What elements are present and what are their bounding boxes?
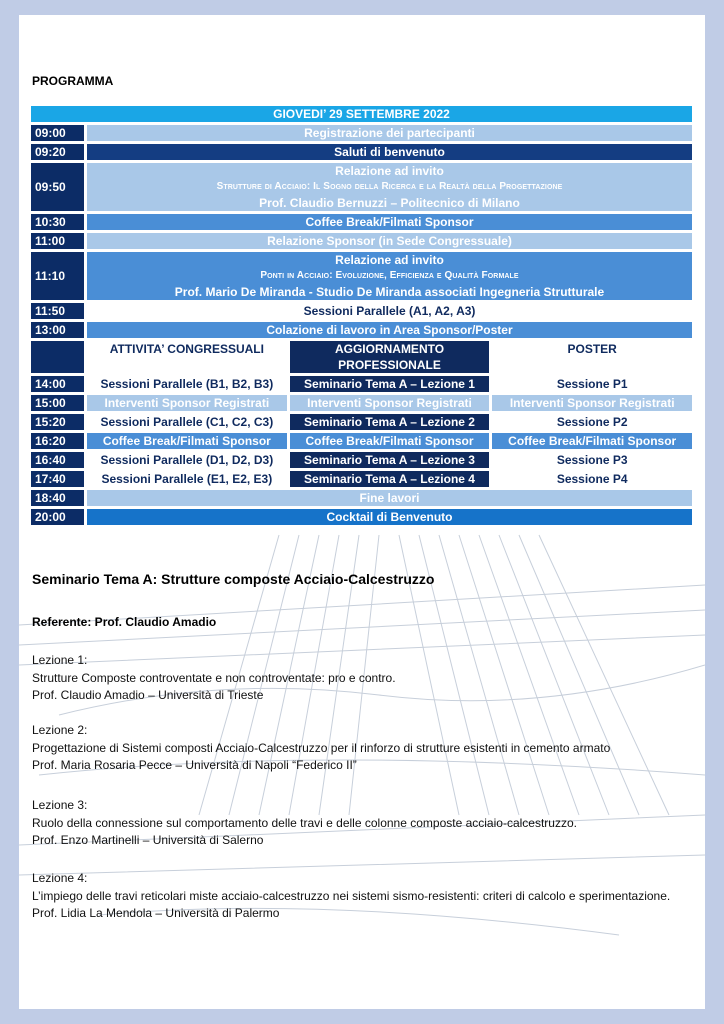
lesson-speaker: Prof. Enzo Martinelli – Università di Salerno [32,833,264,847]
time-cell: 15:20 [31,414,84,430]
parallel-row [31,376,692,392]
lesson-block [32,797,694,850]
lesson-label: Lezione 4: [32,871,88,885]
day-header: GIOVEDI’ 29 SETTEMBRE 2022 [31,106,692,122]
schedule-row [31,490,692,506]
lesson-speaker: Prof. Lidia La Mendola – Università di Palermo [32,906,280,920]
time-cell: 14:00 [31,376,84,392]
lesson-topic: Strutture Composte controventate e non controventate: pro e contro. [32,670,396,685]
lesson-topic: Progettazione di Sistemi composti Acciaio-Calcestruzzo per il rinforzo di strutture esistenti in cemento armato [32,740,611,755]
parallel-row [31,471,692,487]
congress-cell: Sessioni Parallele (B1, B2, B3) [87,376,287,392]
program-table [31,106,692,528]
time-cell: 11:10 [31,252,84,300]
event-cell: Relazione Sponsor (in Sede Congressuale) [87,233,692,249]
schedule-row [31,303,692,319]
time-cell: 13:00 [31,322,84,338]
event-cell: Fine lavori [87,490,692,506]
schedule-row [31,322,692,338]
parallel-row [31,414,692,430]
lesson-topic: L’impiego delle travi reticolari miste acciaio-calcestruzzo nei sistemi sismo-resistenti: criteri di calcolo e sperimentazione. [32,888,671,903]
time-cell: 16:20 [31,433,84,449]
seminar-cell: Seminario Tema A – Lezione 2 [290,414,490,430]
seminar-cell: Seminario Tema A – Lezione 4 [290,471,490,487]
time-cell: 17:40 [31,471,84,487]
schedule-row [31,125,692,141]
seminar-cell: Seminario Tema A – Lezione 3 [290,452,490,468]
time-cell: 11:00 [31,233,84,249]
poster-cell: Sessione P4 [492,471,692,487]
lesson-block [32,652,694,705]
seminar-cell: Interventi Sponsor Registrati [290,395,490,411]
parallel-row [31,395,692,411]
time-cell: 09:00 [31,125,84,141]
seminar-cell: Coffee Break/Filmati Sponsor [290,433,490,449]
schedule-row [31,509,692,525]
time-cell-empty [31,341,84,373]
schedule-row [31,163,692,211]
parallel-row [31,452,692,468]
column-header-congress: ATTIVITA’ CONGRESSUALI [87,341,287,373]
schedule-row [31,214,692,230]
columns-header-row [31,341,692,373]
time-cell: 11:50 [31,303,84,319]
congress-cell: Interventi Sponsor Registrati [87,395,287,411]
poster-cell: Interventi Sponsor Registrati [492,395,692,411]
poster-cell: Coffee Break/Filmati Sponsor [492,433,692,449]
column-header-poster: POSTER [492,341,692,373]
lesson-topic: Ruolo della connessione sul comportamento delle travi e delle colonne composte acciaio-calcestruzzo. [32,815,577,830]
schedule-row [31,144,692,160]
parallel-row [31,433,692,449]
invited-title: Strutture di Acciaio: Il Sogno della Ricerca e la Realtà della Progettazione [216,181,563,192]
time-cell: 18:40 [31,490,84,506]
page [19,15,705,1009]
invited-speaker: Prof. Mario De Miranda - Studio De Miranda associati Ingegneria Strutturale [174,285,605,299]
seminar-cell: Seminario Tema A – Lezione 1 [290,376,490,392]
event-cell: Sessioni Parallele (A1, A2, A3) [87,303,692,319]
event-cell: Colazione di lavoro in Area Sponsor/Poster [87,322,692,338]
congress-cell: Sessioni Parallele (C1, C2, C3) [87,414,287,430]
invited-talk-cell [87,252,692,300]
congress-cell: Coffee Break/Filmati Sponsor [87,433,287,449]
invited-speaker: Prof. Claudio Bernuzzi – Politecnico di Milano [259,196,520,210]
programma-heading: PROGRAMMA [32,74,114,88]
lesson-block [32,870,694,923]
event-cell: Saluti di benvenuto [87,144,692,160]
event-cell: Cocktail di Benvenuto [87,509,692,525]
time-cell: 15:00 [31,395,84,411]
lesson-label: Lezione 3: [32,798,88,812]
time-cell: 20:00 [31,509,84,525]
poster-cell: Sessione P2 [492,414,692,430]
seminar-referent: Referente: Prof. Claudio Amadio [32,615,217,629]
schedule-row [31,252,692,300]
lesson-speaker: Prof. Claudio Amadio – Università di Trieste [32,688,264,702]
lesson-label: Lezione 1: [32,653,88,667]
invited-talk-cell [87,163,692,211]
lesson-block [32,722,694,775]
invited-label: Relazione ad invito [335,164,444,178]
poster-cell: Sessione P1 [492,376,692,392]
poster-cell: Sessione P3 [492,452,692,468]
invited-title: Ponti in Acciaio: Evoluzione, Efficienza e Qualità Formale [260,270,519,281]
time-cell: 09:20 [31,144,84,160]
congress-cell: Sessioni Parallele (E1, E2, E3) [87,471,287,487]
time-cell: 09:50 [31,163,84,211]
event-cell: Coffee Break/Filmati Sponsor [87,214,692,230]
seminar-title: Seminario Tema A: Strutture composte Acciaio-Calcestruzzo [32,571,435,587]
invited-label: Relazione ad invito [335,253,444,267]
column-header-professional: AGGIORNAMENTO PROFESSIONALE [290,341,490,373]
lesson-speaker: Prof. Maria Rosaria Pecce – Università di Napoli “Federico II” [32,758,357,772]
time-cell: 16:40 [31,452,84,468]
schedule-row [31,233,692,249]
congress-cell: Sessioni Parallele (D1, D2, D3) [87,452,287,468]
event-cell: Registrazione dei partecipanti [87,125,692,141]
lesson-label: Lezione 2: [32,723,88,737]
time-cell: 10:30 [31,214,84,230]
